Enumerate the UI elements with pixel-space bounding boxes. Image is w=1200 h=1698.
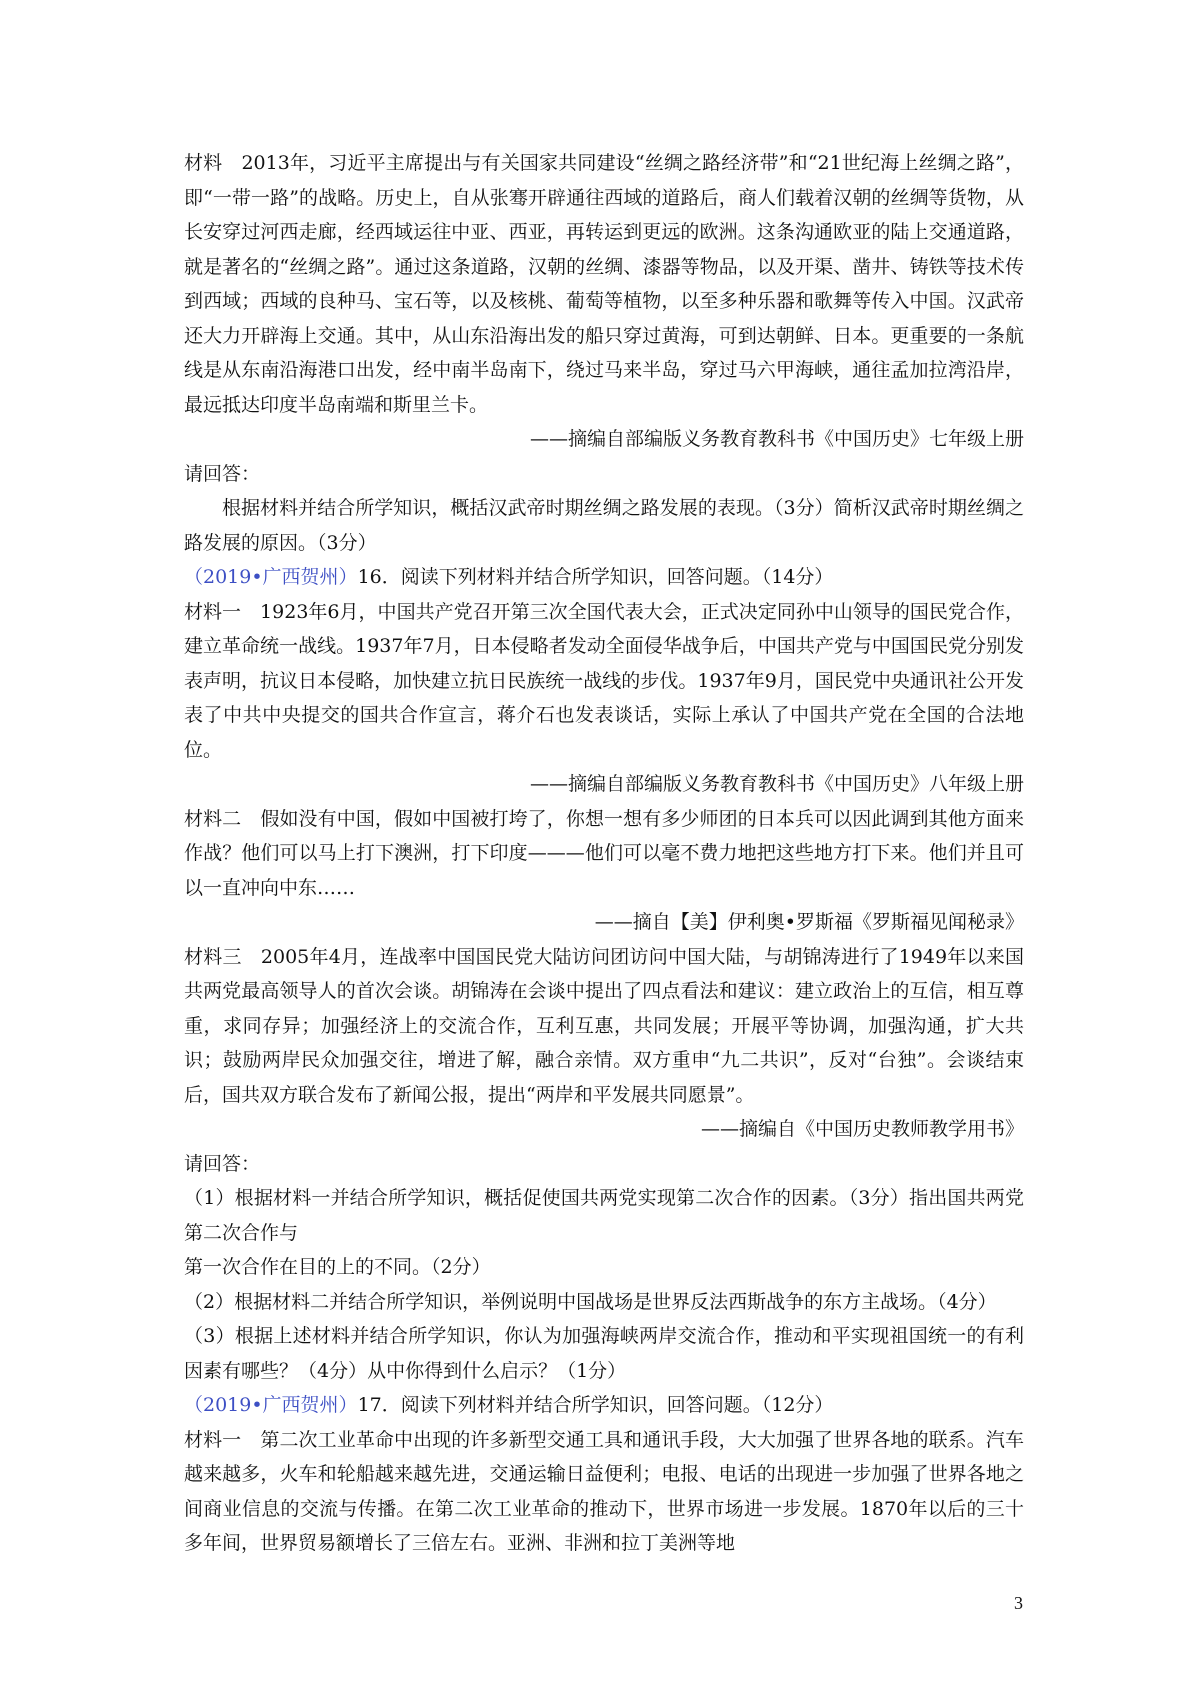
silk-road-source: ——摘编自部编版义务教育教科书《中国历史》七年级上册 bbox=[529, 428, 1024, 450]
question-16-source-tag: （2019•广西贺州） bbox=[184, 566, 358, 588]
question-16-part-2: （2）根据材料二并结合所学知识，举例说明中国战场是世界反法西斯战争的东方主战场。（4分） bbox=[184, 1290, 997, 1313]
question-16-source-1: ——摘编自部编版义务教育教科书《中国历史》八年级上册 bbox=[529, 773, 1024, 795]
question-16-source-3: ——摘编自《中国历史教师教学用书》 bbox=[700, 1118, 1024, 1140]
question-16-part-1a: （1）根据材料一并结合所学知识，概括促使国共两党实现第二次合作的因素。（3分）指出国共两党第二次合作与 bbox=[184, 1187, 1024, 1244]
question-16-material-2: 材料二 假如没有中国，假如中国被打垮了，你想一想有多少师团的日本兵可以因此调到其他方面来作战？他们可以马上打下澳洲，打下印度———他们可以毫不费力地把这些地方打下来。他们并且可以一直冲向中东…… bbox=[184, 807, 1024, 899]
silk-road-material: 材料 2013年，习近平主席提出与有关国家共同建设“丝绸之路经济带”和“21世纪海上丝绸之路”，即“一带一路”的战略。历史上，自从张骞开辟通往西域的道路后，商人们载着汉朝的丝绸等货物，从长安穿过河西走廊，经西域运往中亚、西亚，再转运到更远的欧洲。这条沟通欧亚的陆上交通道路，就是著名的“丝绸之路”。通过这条道路，汉朝的丝绸、漆器等物品，以及开渠、凿井、铸铁等技术传到西域；西域的良种马、宝石等，以及核桃、葡萄等植物，以至多种乐器和歌舞等传入中国。汉武帝还大力开辟海上交通。其中，从山东沿海出发的船只穿过黄海，可到达朝鲜、日本。更重要的一条航线是从东南沿海港口出发，经中南半岛南下，绕过马来半岛，穿过马六甲海峡，通往孟加拉湾沿岸，最远抵达印度半岛南端和斯里兰卡。 bbox=[184, 152, 1024, 416]
page-number: 3 bbox=[1014, 1593, 1023, 1613]
answer-prompt: 请回答： bbox=[184, 462, 261, 485]
question-17-source-tag: （2019•广西贺州） bbox=[184, 1394, 358, 1416]
question-17-material-1: 材料一 第二次工业革命中出现的许多新型交通工具和通讯手段，大大加强了世界各地的联系。汽车越来越多，火车和轮船越来越先进，交通运输日益便利；电报、电话的出现进一步加强了世界各地之间商业信息的交流与传播。在第二次工业革命的推动下，世界市场进一步发展。1870年以后的三十多年间，世界贸易额增长了三倍左右。亚洲、非洲和拉丁美洲等地 bbox=[184, 1428, 1024, 1554]
question-16-title: 16．阅读下列材料并结合所学知识，回答问题。（14分） bbox=[357, 566, 834, 588]
question-17-heading bbox=[184, 1388, 1024, 1423]
question-16-material-3: 材料三 2005年4月，连战率中国国民党大陆访问团访问中国大陆，与胡锦涛进行了1949年以来国共两党最高领导人的首次会谈。胡锦涛在会谈中提出了四点看法和建议：建立政治上的互信，相互尊重，求同存异；加强经济上的交流合作，互利互惠，共同发展；开展平等协调，加强沟通，扩大共识；鼓励两岸民众加强交往，增进了解，融合亲情。双方重申“九二共识”，反对“台独”。会谈结束后，国共双方联合发布了新闻公报，提出“两岸和平发展共同愿景”。 bbox=[184, 945, 1024, 1106]
question-16-part-1b: 第一次合作在目的上的不同。（2分） bbox=[184, 1256, 491, 1278]
question-16-part-3: （3）根据上述材料并结合所学知识，你认为加强海峡两岸交流合作，推动和平实现祖国统一的有利因素有哪些？（4分）从中你得到什么启示？（1分） bbox=[184, 1325, 1024, 1382]
document-page bbox=[184, 146, 1024, 1561]
question-16-material-1: 材料一 1923年6月，中国共产党召开第三次全国代表大会，正式决定同孙中山领导的国民党合作，建立革命统一战线。1937年7月，日本侵略者发动全面侵华战争后，中国共产党与中国国民党分别发表声明，抗议日本侵略，加快建立抗日民族统一战线的步伐。1937年9月，国民党中央通讯社公开发表了中共中央提交的国共合作宣言，蒋介石也发表谈话，实际上承认了中国共产党在全国的合法地位。 bbox=[184, 600, 1024, 761]
question-16-prompt: 请回答： bbox=[184, 1152, 261, 1175]
silk-road-question: 根据材料并结合所学知识，概括汉武帝时期丝绸之路发展的表现。（3分）简析汉武帝时期丝绸之路发展的原因。（3分） bbox=[184, 497, 1024, 554]
question-17-title: 17．阅读下列材料并结合所学知识，回答问题。（12分） bbox=[357, 1394, 834, 1416]
question-16-source-2: ——摘自【美】伊利奥•罗斯福《罗斯福见闻秘录》 bbox=[594, 911, 1024, 933]
question-16-heading bbox=[184, 560, 1024, 595]
